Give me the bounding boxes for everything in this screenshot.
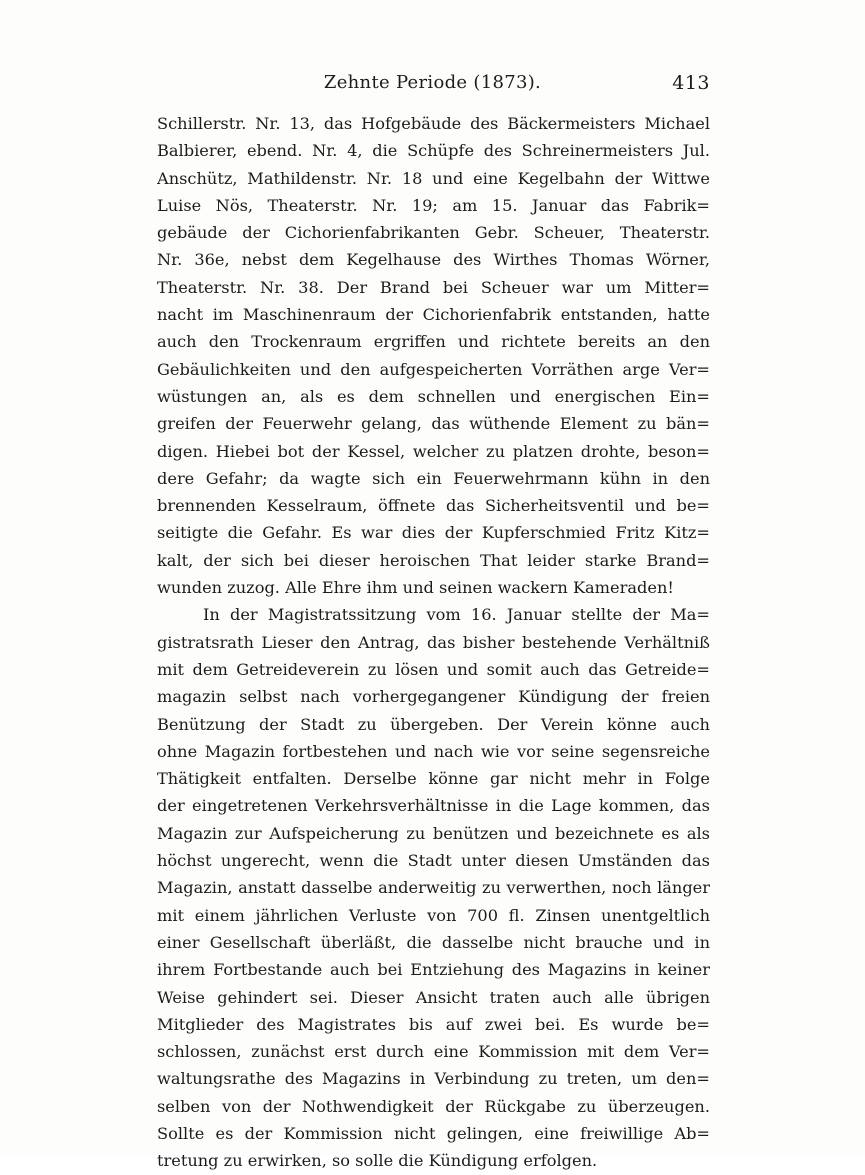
text-line: Benützung der Stadt zu übergeben. Der Verein könne auch [157, 714, 710, 734]
paragraph-start-line: In der Magistratssitzung vom 16. Januar stellte der Ma= [203, 605, 710, 625]
text-line: Luise Nös, Theaterstr. Nr. 19; am 15. Januar das Fabrik= [157, 195, 710, 215]
text-line: einer Gesellschaft überläßt, die dasselbe nicht brauche und in [157, 932, 710, 952]
text-line: Anschütz, Mathildenstr. Nr. 18 und eine Kegelbahn der Wittwe [157, 168, 710, 188]
text-line: greifen der Feuerwehr gelang, das wüthende Element zu bän= [157, 414, 710, 434]
text-line: schlossen, zunächst erst durch eine Kommission mit dem Ver= [157, 1042, 710, 1062]
text-line: Theaterstr. Nr. 38. Der Brand bei Scheuer war um Mitter= [157, 277, 710, 297]
text-line: magazin selbst nach vorhergegangener Kündigung der freien [157, 687, 710, 707]
text-line: mit einem jährlichen Verluste von 700 fl. Zinsen unentgeltlich [157, 905, 710, 925]
text-line: ohne Magazin fortbestehen und nach wie vor seine segensreiche [157, 741, 710, 761]
text-line: Magazin, anstatt dasselbe anderweitig zu verwerthen, noch länger [157, 878, 710, 898]
text-line: Weise gehindert sei. Dieser Ansicht traten auch alle übrigen [157, 987, 710, 1007]
paragraph-end-line: wunden zuzog. Alle Ehre ihm und seinen wackern Kameraden! [157, 578, 674, 598]
text-line: auch den Trockenraum ergriffen und richtete bereits an den [157, 332, 710, 352]
text-line: gebäude der Cichorienfabrikanten Gebr. Scheuer, Theaterstr. [157, 223, 710, 243]
text-line: ihrem Fortbestande auch bei Entziehung des Magazins in keiner [157, 960, 710, 980]
text-line: Mitglieder des Magistrates bis auf zwei bei. Es wurde be= [157, 1014, 710, 1034]
text-line: kalt, der sich bei dieser heroischen That leider starke Brand= [157, 550, 710, 570]
text-line: Schillerstr. Nr. 13, das Hofgebäude des Bäckermeisters Michael [157, 114, 710, 133]
text-line: dere Gefahr; da wagte sich ein Feuerwehrmann kühn in den [157, 468, 710, 488]
text-line: waltungsrathe des Magazins in Verbindung zu treten, um den= [157, 1069, 710, 1089]
text-line: gistratsrath Lieser den Antrag, das bisher bestehende Verhältniß [157, 632, 710, 652]
text-line: nacht im Maschinenraum der Cichorienfabrik entstanden, hatte [157, 305, 710, 325]
text-line: wüstungen an, als es dem schnellen und energischen Ein= [157, 386, 710, 406]
running-title: Zehnte Periode (1873). [323, 72, 542, 93]
text-line: brennenden Kesselraum, öffnete das Sicherheitsventil und be= [157, 496, 710, 516]
text-line: Magazin zur Aufspeicherung zu benützen und bezeichnete es als [157, 823, 710, 843]
page-header [155, 72, 710, 100]
text-line: höchst ungerecht, wenn die Stadt unter diesen Umständen das [157, 851, 710, 871]
page-number: 413 [672, 72, 710, 94]
text-line: der eingetretenen Verkehrsverhältnisse in die Lage kommen, das [157, 796, 710, 816]
text-line: Balbierer, ebend. Nr. 4, die Schüpfe des Schreinermeisters Jul. [157, 141, 710, 161]
paragraph-end-line: tretung zu erwirken, so solle die Kündigung erfolgen. [157, 1151, 598, 1171]
text-line: Gebäulichkeiten und den aufgespeicherten Vorräthen arge Ver= [157, 359, 710, 379]
text-line: digen. Hiebei bot der Kessel, welcher zu platzen drohte, beson= [157, 441, 710, 461]
text-line: Nr. 36e, nebst dem Kegelhause des Wirthes Thomas Wörner, [157, 250, 710, 270]
text-line: seitigte die Gefahr. Es war dies der Kupferschmied Fritz Kitz= [157, 523, 710, 543]
text-line: mit dem Getreideverein zu lösen und somit auch das Getreide= [157, 659, 710, 679]
text-line: Sollte es der Kommission nicht gelingen, eine freiwillige Ab= [157, 1123, 710, 1143]
text-line: Thätigkeit entfalten. Derselbe könne gar nicht mehr in Folge [157, 769, 710, 789]
body-text [157, 110, 710, 1175]
text-line: selben von der Nothwendigkeit der Rückgabe zu überzeugen. [157, 1096, 710, 1116]
